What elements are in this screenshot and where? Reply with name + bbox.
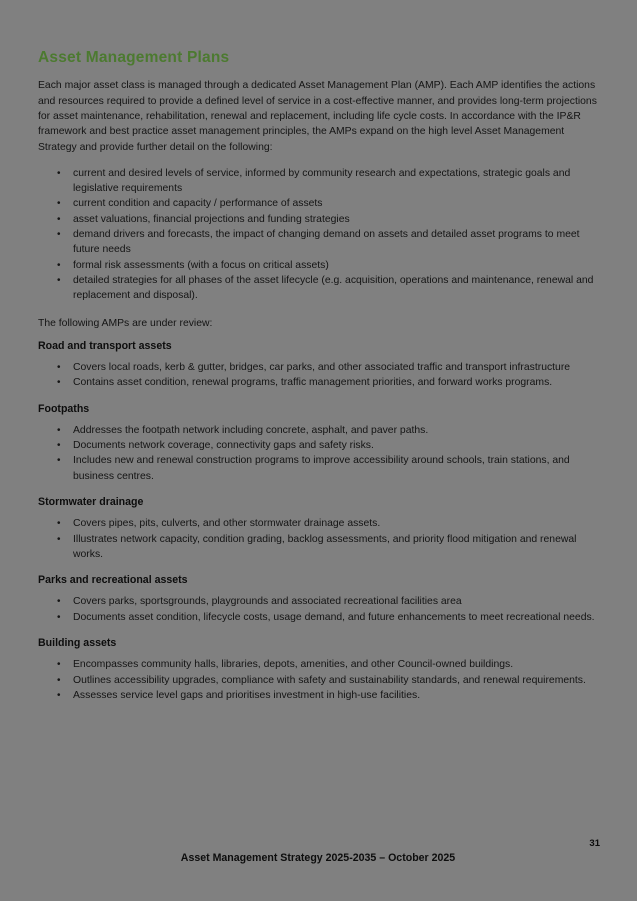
bullet-icon: • — [57, 611, 61, 623]
list-item-text: current condition and capacity / performance of assets — [73, 198, 323, 210]
list-item-text: asset valuations, financial projections and funding strategies — [73, 213, 350, 225]
bullet-icon: • — [57, 596, 61, 608]
list-item-text: demand drivers and forecasts, the impact of changing demand on assets and detailed asset programs to meet future needs — [73, 229, 580, 256]
list-item-text: Addresses the footpath network including concrete, asphalt, and paver paths. — [73, 424, 429, 436]
list-item — [38, 423, 600, 438]
section-title: Building assets — [38, 637, 117, 650]
bullet-icon: • — [57, 689, 61, 701]
list-item-text: Documents network coverage, connectivity gaps and safety risks. — [73, 440, 374, 452]
bullet-icon: • — [57, 198, 61, 210]
section-bullet-list — [38, 594, 600, 625]
list-item-text: Documents asset condition, lifecycle costs, usage demand, and future enhancements to meet recreational needs. — [73, 611, 595, 623]
list-item — [38, 166, 600, 197]
page-number: 31 — [589, 838, 600, 849]
section-footpaths — [38, 403, 600, 484]
list-item-text: Contains asset condition, renewal programs, traffic management priorities, and forward works programs. — [73, 377, 553, 389]
section-title: Road and transport assets — [38, 339, 172, 352]
list-item-text: current and desired levels of service, informed by community research and expectations, strategic goals and legislative requirements — [73, 167, 571, 195]
list-item — [38, 258, 600, 273]
list-item-text: Outlines accessibility upgrades, compliance with safety and sustainability standards, and renewal requirements. — [73, 674, 586, 686]
bullet-icon: • — [57, 424, 61, 436]
bullet-icon: • — [57, 229, 61, 241]
section-parks-and-recreational-assets — [38, 574, 600, 625]
list-item — [38, 610, 600, 625]
list-item-text: Covers local roads, kerb & gutter, bridges, car parks, and other associated traffic and transport infrastructure — [73, 362, 571, 374]
list-item-text: detailed strategies for all phases of the asset lifecycle (e.g. acquisition, operations and maintenance, renewal and replacement and disposal). — [73, 274, 594, 302]
list-item — [38, 594, 600, 609]
list-item-text: Assesses service level gaps and prioritises investment in high-use facilities. — [73, 689, 421, 701]
footer-document-title: Asset Management Strategy 2025-2035 – October 2025 — [180, 852, 456, 864]
page-title: Asset Management Plans — [38, 49, 230, 66]
section-bullet-list — [38, 657, 600, 703]
intro-bullet-list — [38, 166, 600, 304]
section-title: Footpaths — [38, 402, 90, 415]
list-item — [38, 688, 600, 703]
list-item — [38, 375, 600, 390]
bullet-icon: • — [57, 674, 61, 686]
list-item-text: Includes new and renewal construction programs to improve accessibility around schools, train stations, and business centres. — [73, 455, 570, 482]
bullet-icon: • — [57, 167, 61, 179]
bullet-icon: • — [57, 455, 61, 467]
list-item-text: formal risk assessments (with a focus on critical assets) — [73, 259, 329, 271]
list-item-text: Covers pipes, pits, culverts, and other stormwater drainage assets. — [73, 518, 381, 530]
list-item — [38, 453, 600, 484]
list-item — [38, 532, 600, 563]
list-item-text: Covers parks, sportsgrounds, playgrounds and associated recreational facilities area — [73, 596, 462, 608]
section-title: Parks and recreational assets — [38, 574, 188, 587]
bullet-icon: • — [57, 659, 61, 671]
section-title: Stormwater drainage — [38, 496, 144, 509]
list-item-text: Illustrates network capacity, condition grading, backlog assessments, and priority flood mitigation and renewal works. — [73, 533, 577, 560]
list-item — [38, 516, 600, 531]
section-bullet-list — [38, 516, 600, 562]
bullet-icon: • — [57, 533, 61, 545]
section-bullet-list — [38, 423, 600, 484]
bullet-icon: • — [57, 274, 61, 286]
list-item-text: Encompasses community halls, libraries, depots, amenities, and other Council-owned buildings. — [73, 659, 514, 671]
bullet-icon: • — [57, 440, 61, 452]
list-item — [38, 212, 600, 227]
bullet-icon: • — [57, 377, 61, 389]
list-item — [38, 227, 600, 258]
intro-paragraph: Each major asset class is managed through a dedicated Asset Management Plan (AMP). Each AMP identifies the actions and resources required to provide a defined level of service in a cost-effective manner, and provides long-term projections for asset maintenance, rehabilitation, renewal and replacement, including life cycle costs. In accordance with the IP&R framework and best practice asset management principles, the AMPs expand on the high level Asset Management Strategy and provide further detail on the following: — [38, 80, 597, 153]
list-item — [38, 273, 600, 304]
section-stormwater-drainage — [38, 496, 600, 562]
bullet-icon: • — [57, 259, 61, 271]
list-item — [38, 196, 600, 211]
list-item — [38, 360, 600, 375]
bullet-icon: • — [57, 362, 61, 374]
review-lead-in: The following AMPs are under review: — [38, 317, 213, 329]
list-item — [38, 438, 600, 453]
page-footer — [38, 838, 600, 865]
list-item — [38, 657, 600, 672]
bullet-icon: • — [57, 213, 61, 225]
section-road-and-transport-assets — [38, 340, 600, 391]
list-item — [38, 673, 600, 688]
bullet-icon: • — [57, 518, 61, 530]
section-building-assets — [38, 637, 600, 703]
section-bullet-list — [38, 360, 600, 391]
